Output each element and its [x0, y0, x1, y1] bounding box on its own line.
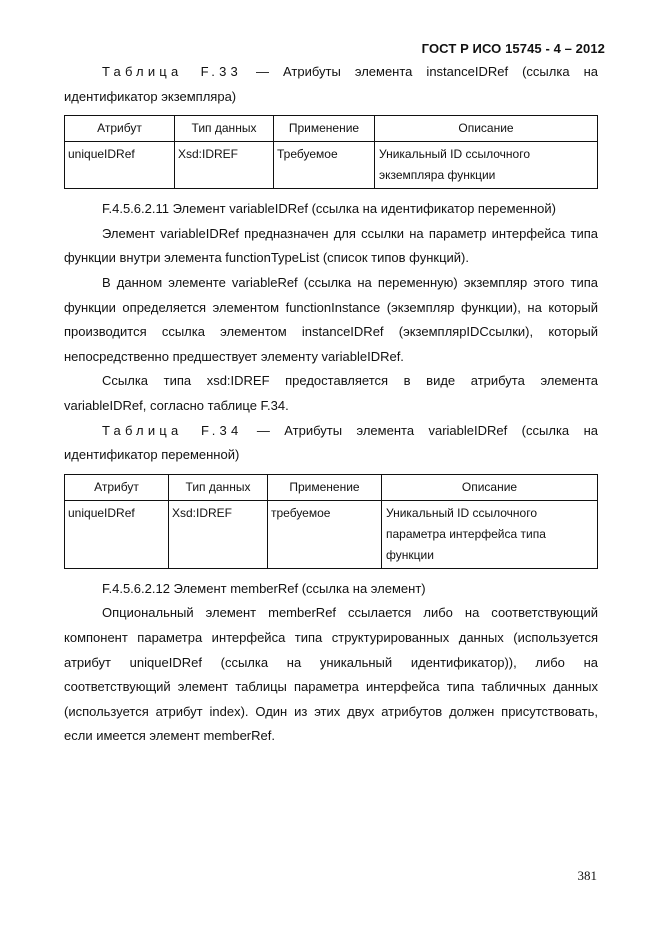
- header-cell: Атрибут: [65, 474, 169, 500]
- table-row: [65, 142, 598, 189]
- table-caption-f34: [64, 419, 598, 468]
- header-cell: Описание: [375, 116, 598, 142]
- attributes-table-f34: [64, 474, 598, 569]
- table-caption-text: — Атрибуты элемента variableIDRef (ссылка на идентификатор переменной): [64, 422, 598, 463]
- paragraph: В данном элементе variableRef (ссылка на переменную) экземпляр этого типа функции определяется элементом functionInstance (экземпляр функции), на который производится ссылка элементом instanceIDRef (экземплярIDCсылки), который непосредственно предшествует элементу variableIDRef.: [64, 274, 598, 364]
- header-cell: Тип данных: [169, 474, 268, 500]
- table-cell: uniqueIDRef: [65, 142, 175, 189]
- table-cell: Xsd:IDREF: [175, 142, 274, 189]
- table-cell: uniqueIDRef: [65, 500, 169, 568]
- attributes-table-f33: [64, 115, 598, 189]
- page-content: [64, 60, 598, 749]
- header-cell: Применение: [274, 116, 375, 142]
- section-heading-f45621: F.4.5.6.2.11 Элемент variableIDRef (ссылка на идентификатор переменной): [102, 201, 556, 217]
- paragraph: Ссылка типа xsd:IDREF предоставляется в виде атрибута элемента variableIDRef, согласно таблице F.34.: [64, 373, 598, 413]
- document-header: ГОСТ Р ИСО 15745 - 4 – 2012: [421, 41, 605, 56]
- header-cell: Тип данных: [175, 116, 274, 142]
- table-caption-f33: [64, 60, 598, 109]
- page-number: 381: [577, 868, 597, 883]
- header-cell: Описание: [382, 474, 598, 500]
- table-header-row: [65, 474, 598, 500]
- table-cell: Xsd:IDREF: [169, 500, 268, 568]
- table-label: Таблица F.33: [102, 64, 242, 79]
- table-row: [65, 500, 598, 568]
- table-cell: требуемое: [268, 500, 382, 568]
- paragraph: Элемент variableIDRef предназначен для ссылки на параметр интерфейса типа функции внутри элемента functionTypeList (список типов функций).: [64, 225, 598, 266]
- table-caption-text: — Атрибуты элемента instanceIDRef (ссылка на идентификатор экземпляра): [64, 64, 599, 104]
- header-cell: Применение: [268, 474, 382, 500]
- paragraph: Опциональный элемент memberRef ссылается либо на соответствующий компонент параметра интерфейса типа структурированных данных (используется атрибут uniqueIDRef (ссылка на уникальный идентификатор)), либо на соответствующий элемент таблицы параметра интерфейса типа табличных данных (используется атрибут index). Один из этих двух атрибутов должен присутствовать, если имеется элемент memberRef.: [64, 605, 598, 744]
- table-cell: Уникальный ID ссылочного параметра интерфейса типа функции: [382, 500, 598, 568]
- table-label: Таблица F.34: [102, 422, 243, 438]
- header-cell: Атрибут: [65, 116, 175, 142]
- table-header-row: [65, 116, 598, 142]
- table-cell: Требуемое: [274, 142, 375, 189]
- table-cell: Уникальный ID ссылочного экземпляра функции: [375, 142, 598, 189]
- section-heading-f45622: F.4.5.6.2.12 Элемент memberRef (ссылка на элемент): [102, 580, 426, 596]
